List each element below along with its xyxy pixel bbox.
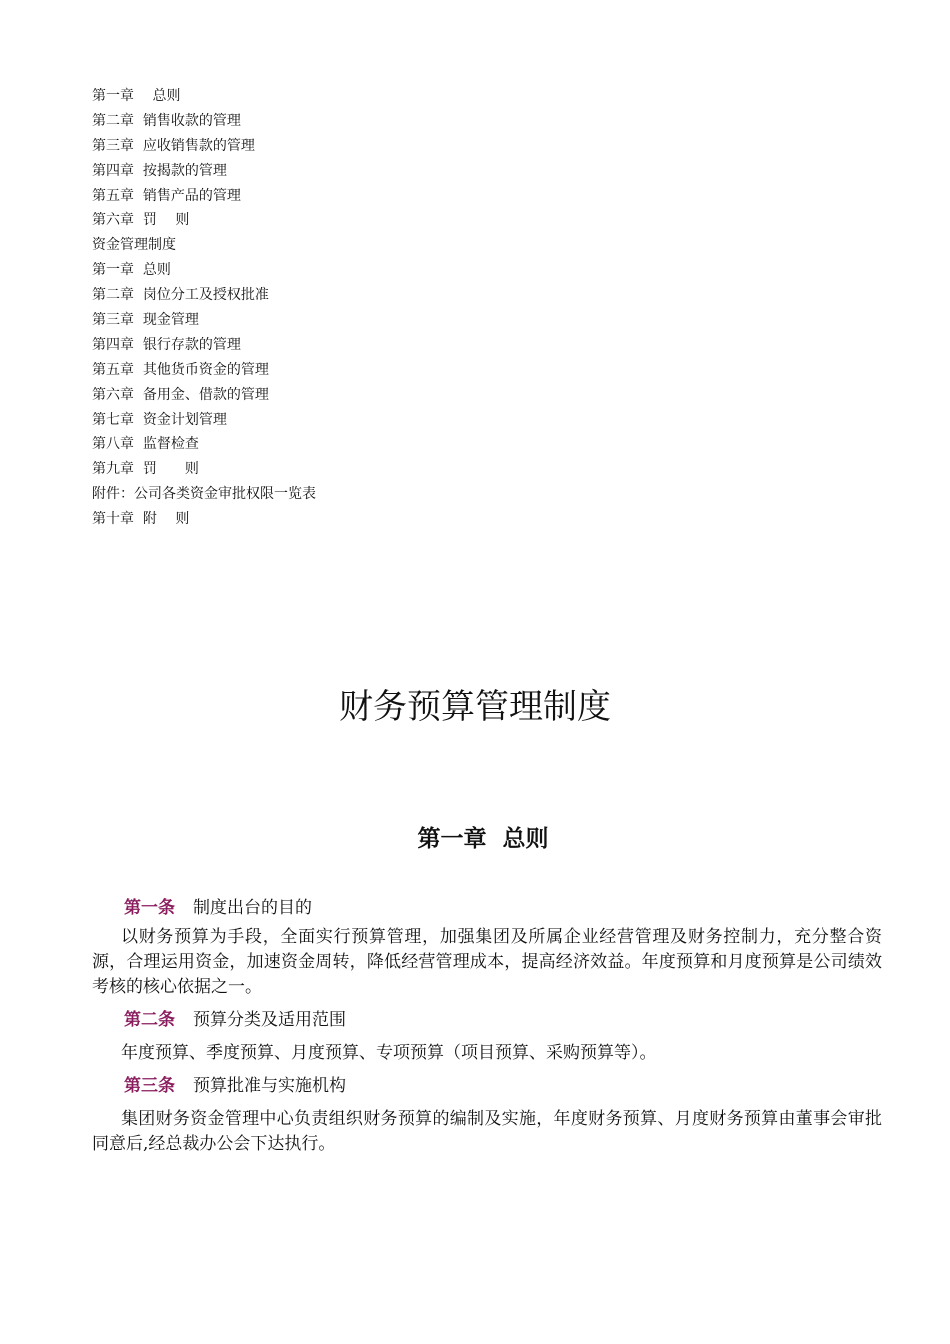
toc-item: 第二章 销售收款的管理 (92, 112, 241, 129)
article-heading (92, 1005, 882, 1035)
toc-item: 第一章 总则 (92, 262, 171, 279)
toc-item: 第十章 附 则 (92, 511, 190, 528)
toc-item: 附件：公司各类资金审批权限一览表 (92, 486, 316, 503)
toc-item: 第二章 岗位分工及授权批准 (92, 287, 269, 304)
article-label: 第二条 (124, 1010, 175, 1030)
toc-item: 第七章 资金计划管理 (92, 411, 227, 428)
toc-item: 第四章 银行存款的管理 (92, 336, 241, 353)
article-heading-text: 预算分类及适用范围 (193, 1010, 346, 1030)
table-of-contents (92, 84, 692, 532)
toc-item: 第六章 备用金、借款的管理 (92, 386, 269, 403)
document-body (92, 893, 882, 1157)
article-label: 第一条 (124, 898, 175, 918)
toc-item: 第八章 监督检查 (92, 436, 199, 453)
article-paragraph: 以财务预算为手段，全面实行预算管理，加强集团及所属企业经营管理及财务控制力，充分整合资源，合理运用资金，加速资金周转，降低经营管理成本，提高经济效益。年度预算和月度预算是公司绩效考核的核心依据之一。 (92, 927, 882, 997)
article-heading-text: 预算批准与实施机构 (193, 1076, 346, 1096)
toc-item: 第三章 应收销售款的管理 (92, 137, 255, 154)
document-title: 财务预算管理制度 (339, 687, 611, 727)
toc-item: 第九章 罚 则 (92, 461, 199, 478)
toc-item: 第六章 罚 则 (92, 212, 190, 229)
toc-item: 第五章 销售产品的管理 (92, 187, 241, 204)
toc-item: 资金管理制度 (92, 237, 176, 254)
article-paragraph: 集团财务资金管理中心负责组织财务预算的编制及实施，年度财务预算、月度财务预算由董事会审批同意后,经总裁办公会下达执行。 (92, 1109, 882, 1154)
article-paragraph: 年度预算、季度预算、月度预算、专项预算（项目预算、采购预算等）。 (121, 1043, 657, 1063)
chapter-title: 第一章 总则 (417, 825, 549, 852)
toc-item: 第三章 现金管理 (92, 312, 199, 329)
article-heading-text: 制度出台的目的 (193, 898, 312, 918)
article-label: 第三条 (124, 1076, 175, 1096)
toc-item: 第一章 总则 (92, 88, 181, 104)
article-heading (92, 893, 882, 923)
toc-item: 第四章 按揭款的管理 (92, 162, 227, 179)
article-heading (92, 1071, 882, 1101)
toc-item: 第五章 其他货币资金的管理 (92, 361, 269, 378)
